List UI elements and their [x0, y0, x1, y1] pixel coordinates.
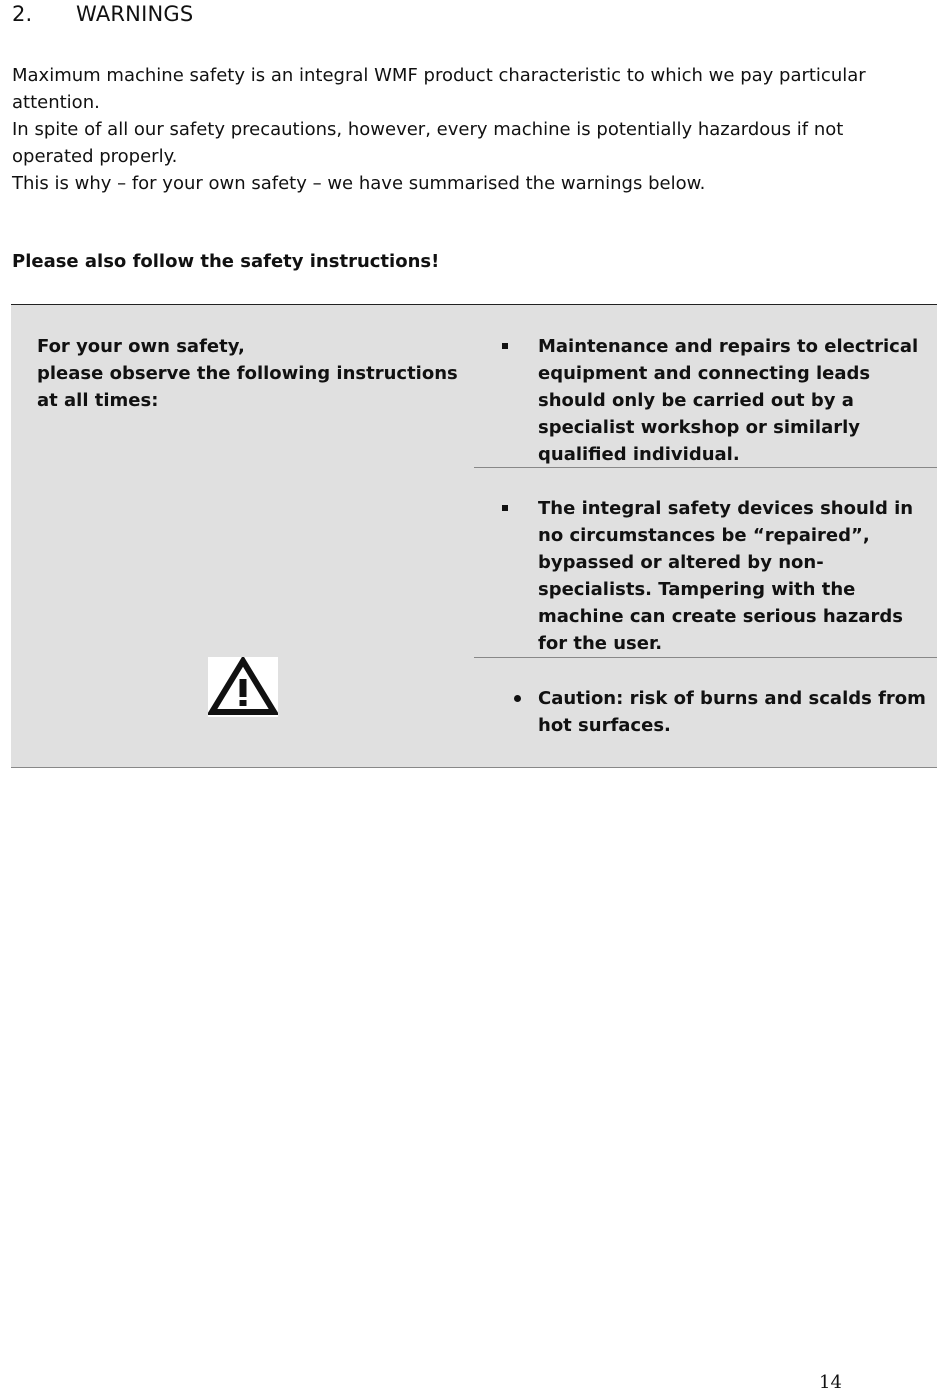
section-heading [12, 2, 193, 26]
intro-text [12, 62, 912, 197]
warning-triangle-icon [208, 657, 278, 721]
intro-paragraph: This is why – for your own safety – we have summarised the warnings below. [12, 173, 706, 194]
warning-item [474, 333, 937, 465]
lead-line: please observe the following instructions [37, 363, 458, 384]
lead-line: For your own safety, [37, 336, 245, 357]
section-number: 2. [12, 2, 33, 26]
warning-item [474, 685, 937, 739]
square-bullet-icon [502, 505, 508, 511]
intro-paragraph: Maximum machine safety is an integral WMF product characteristic to which we pay particular attention. [12, 65, 866, 113]
also-follow-note: Please also follow the safety instructions! [12, 251, 440, 272]
lead-line: at all times: [37, 390, 159, 411]
warning-item-text: The integral safety devices should in no circumstances be “repaired”, bypassed or altered by non-specialists. Tampering with the machine can create serious hazards for the user. [538, 498, 914, 654]
page-number: 14 [819, 1372, 842, 1393]
warning-item-text: Caution: risk of burns and scalds from hot surfaces. [538, 688, 926, 736]
item-divider [474, 467, 937, 468]
round-bullet-icon [514, 695, 521, 702]
warning-box [11, 304, 937, 768]
warning-item [474, 495, 937, 654]
intro-paragraph: In spite of all our safety precautions, however, every machine is potentially hazardous if not operated properly. [12, 119, 844, 167]
item-divider [474, 657, 937, 658]
warning-item-text: Maintenance and repairs to electrical equipment and connecting leads should only be carried out by a specialist workshop or similarly qualified individual. [538, 336, 919, 465]
square-bullet-icon [502, 343, 508, 349]
section-title: WARNINGS [76, 2, 194, 26]
warning-lead-text [37, 333, 457, 414]
